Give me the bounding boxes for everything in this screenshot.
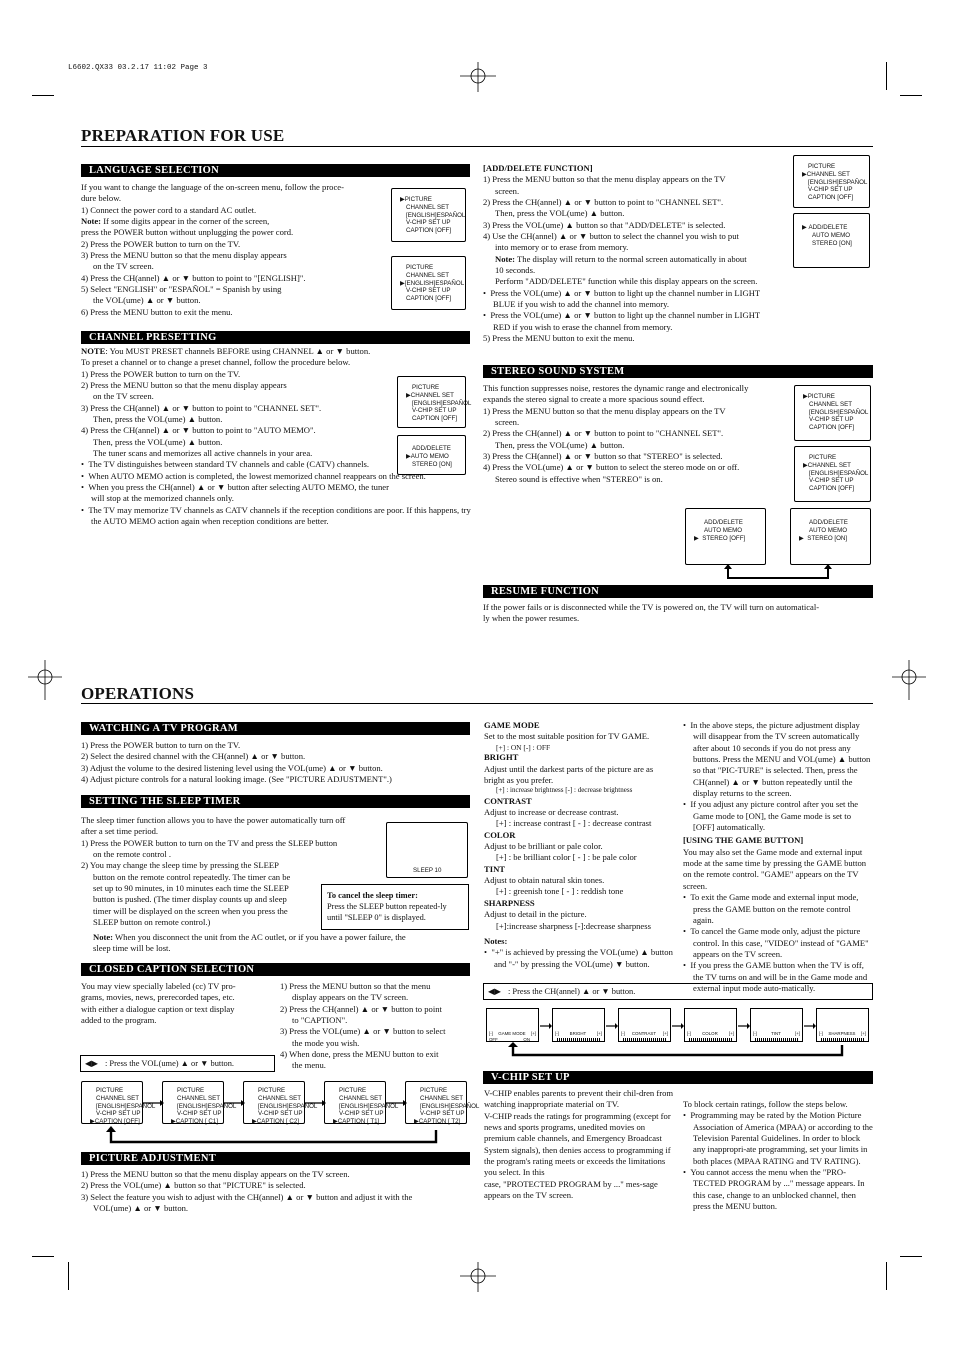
picture-items-text: GAME MODE Set to the most suitable position for TV GAME. [+] : ON [-] : OFF BRIGHT Adjust until the darkest parts of the picture are as bright as you prefer. [+] : increase brightness [-] : decrease brightness CONTRAST Adjust to increase or decrease contrast. [+] : increase contrast [ - ] : decrease contrast COLOR Adjust to be brilliant or pale color. [+] : be brilliant color [ - ] : be pale color TINT Adjust to obtain natural skin tones. [+] : greenish tone [ - ] : reddish tone SHARPNESS Adjust to detail in the picture. [+]:increase sharpness [-]:decrease sharpness Notes: • "+" is achieved by pressing the VOL(ume) ▲ button and "-" by pressing the VOL(ume) ▼ button. — [484, 720, 673, 969]
caption-screen-c2: PICTURE CHANNEL SET [ENGLISH]ESPAÑOL V-CHIP SET UP ▶CAPTION [ C2] — [243, 1081, 305, 1124]
section-vchip-setup: V-CHIP SET UP — [483, 1071, 873, 1084]
gauge-bright: [-] BRIGHT [+] — [552, 1008, 605, 1042]
caption-screen-c1: PICTURE CHANNEL SET [ENGLISH]ESPAÑOL V-CHIP SET UP ▶CAPTION [ C1] — [162, 1081, 224, 1124]
menu-screen-stereo-off: ADD/DELETE AUTO MEMO ▶ STEREO [OFF] — [685, 508, 766, 565]
toggle-arrow-icon — [724, 564, 834, 586]
watching-text: 1) Press the POWER button to turn on the TV. 2) Select the desired channel with the CH(annel) ▲ or ▼ button. 3) Adjust the volume to the desired listening level using the VOL(ume) ▲ or ▼ button. 4) Adjust picture controls for a natural looking image. (See "PICTURE ADJUSTMENT".) — [81, 740, 392, 785]
registration-mark-icon — [458, 1262, 498, 1292]
section-watching-tv: WATCHING A TV PROGRAM — [81, 722, 470, 735]
channel-text: NOTE: You MUST PRESET channels BEFORE using CHANNEL ▲ or ▼ button. To preset a channel or to change a preset channel, follow the procedure below. 1) Press the POWER button to turn on the TV. 2) Press the MENU button so that the menu display appears on the TV screen. 3) Press the CH(annel) ▲ or ▼ button to point to "CHANNEL SET". Then, press the VOL(ume) ▲ button. 4) Press the CH(annel) ▲ or ▼ button to point to "AUTO MEMO". Then, press the VOL(ume) ▲ button. The tuner scans and memorizes all active channels in your area. • The TV distinguishes between standard TV channels and cable (CATV) channels. • When AUTO MEMO action is completed, the lowest memorized channel reappears on the screen. • When you press the CH(annel) ▲ or ▼ button after selecting AUTO MEMO, the tuner will stop at the memorized channels only. • The TV may memorize TV channels as CATV channels if the reception conditions are poor. If this happens, try the AUTO MEMO action again when reception conditions are better. — [81, 346, 471, 527]
menu-screen-channel-1: PICTURE ▶CHANNEL SET [ENGLISH]ESPAÑOL V-CHIP SET UP CAPTION [OFF] — [397, 376, 466, 428]
menu-screen-language-2: PICTURE CHANNEL SET ▶[ENGLISH]ESPAÑOL V-CHIP SET UP CAPTION [OFF] — [391, 256, 466, 310]
menu-screen-channel-2: ADD/DELETE ▶AUTO MEMO STEREO [ON] — [397, 435, 466, 475]
caption-left-text: You may view specially labeled (cc) TV pro- grams, movies, news, prerecorded tapes, etc. with either a dialogue caption or text display added to the program. — [81, 981, 236, 1026]
menu-screen-stereo-1: ▶PICTURE CHANNEL SET [ENGLISH]ESPAÑOL V-CHIP SET UP CAPTION [OFF] — [794, 385, 871, 441]
caption-screen-t2: PICTURE CHANNEL SET [ENGLISH]ESPAÑOL V-CHIP SET UP ▶CAPTION [ T2] — [405, 1081, 467, 1124]
gauge-contrast: [-] CONTRAST [+] — [618, 1008, 671, 1042]
gauge-flow-arrows-icon — [486, 1014, 876, 1059]
page-title-operations: OPERATIONS — [81, 684, 195, 703]
resume-text: If the power fails or is disconnected while the TV is powered on, the TV will turn on automatical- ly when the power resumes. — [483, 602, 820, 624]
registration-mark-icon — [892, 660, 926, 700]
crop-mark — [68, 1262, 69, 1290]
crop-mark — [32, 1256, 54, 1257]
crop-mark — [32, 95, 54, 96]
caption-flow-arrows-icon — [80, 1098, 475, 1148]
menu-screen-adddel-1: PICTURE ▶CHANNEL SET [ENGLISH]ESPAÑOL V-CHIP SET UP CAPTION [OFF] — [793, 155, 870, 208]
section-resume-function: RESUME FUNCTION — [483, 585, 873, 598]
add-delete-text: [ADD/DELETE FUNCTION] 1) Press the MENU button so that the menu display appears on the TV screen. 2) Press the CH(annel) ▲ or ▼ button to point to "CHANNEL SET". Then, press the VOL(ume) ▲ button. 3) Press the VOL(ume) ▲ button so that "ADD/DELETE" is selected. 4) Use the CH(annel) ▲ or ▼ button to select the channel you wish to put into memory or to erase from memory. Note: The display will return to the normal screen automatically in about 10 seconds. Perform "ADD/DELETE" function while this display appears on the screen. • Press the VOL(ume) ▲ or ▼ button to light up the channel number in LIGHT BLUE if you wish to add the channel into memory. • Press the VOL(ume) ▲ or ▼ button to light up the channel number in LIGHT RED if you wish to erase the channel from memory. 5) Press the MENU button to exit the menu. — [483, 163, 760, 344]
sleep-text: The sleep timer function allows you to have the power automatically turn off after a set time period. 1) Press the POWER button to turn on the TV and press the SLEEP button on the remote control . 2) You may change the sleep time by pressing the SLEEP button on the remote control repeatedly. The timer can be set up to 90 minutes, in 10 minutes each time the SLEEP button is pushed. (The timer display counts up and sleep timer will be displayed on the screen when you press the SLEEP button on remote control.) — [81, 815, 346, 928]
picture-adj-text: 1) Press the MENU button so that the menu display appears on the TV screen. 2) Press the VOL(ume) ▲ button so that "PICTURE" is selected. 3) Select the feature you wish to adjust with the CH(annel) ▲ or ▼ button and adjust it with the VOL(ume) ▲ or ▼ button. — [81, 1169, 413, 1214]
title-rule — [81, 703, 873, 704]
caption-screen-t1: PICTURE CHANNEL SET [ENGLISH]ESPAÑOL V-CHIP SET UP ▶CAPTION [ T1] — [324, 1081, 386, 1124]
menu-screen-stereo-2: PICTURE ▶CHANNEL SET [ENGLISH]ESPAÑOL V-CHIP SET UP CAPTION [OFF] — [794, 446, 871, 502]
crop-mark — [886, 1262, 887, 1290]
menu-screen-adddel-2: ▶ ADD/DELETE AUTO MEMO STEREO [ON] — [793, 213, 870, 268]
title-rule — [81, 146, 873, 147]
left-right-arrow-icon: ◀▶ — [488, 987, 501, 996]
left-right-arrow-icon: ◀▶ — [85, 1059, 98, 1068]
menu-screen-language-1: ▶PICTURE CHANNEL SET [ENGLISH]ESPAÑOL V-CHIP SET UP CAPTION [OFF] — [391, 188, 466, 242]
gauge-game-mode: [-] GAME MODE [+] OFF ON — [486, 1008, 539, 1042]
language-text: If you want to change the language of the on-screen menu, follow the proce- dure below. 1) Connect the power cord to a standard AC outlet. Note: If some digits appear in the corner of the screen, press the POWER button without unplugging the power cord. 2) Press the POWER button to turn on the TV. 3) Press the MENU button so that the menu display appears on the TV screen. 4) Press the CH(annel) ▲ or ▼ button to point to "[ENGLISH]". 5) Select "ENGLISH" or "ESPAÑOL" = Spanish by using the VOL(ume) ▲ or ▼ button. 6) Press the MENU button to exit the menu. — [81, 182, 344, 317]
crop-mark — [886, 62, 887, 90]
caption-right-text: 1) Press the MENU button so that the menu display appears on the TV screen. 2) Press the CH(annel) ▲ or ▼ button to point to "CAPTION". 3) Press the VOL(ume) ▲ or ▼ button to select the mode you wish. 4) When done, press the MENU button to exit the menu. — [280, 981, 446, 1071]
section-stereo-sound-system: STEREO SOUND SYSTEM — [483, 365, 873, 378]
gauge-color: [-] COLOR [+] — [684, 1008, 737, 1042]
sleep-screen: SLEEP 10 — [386, 822, 468, 878]
registration-mark-icon — [458, 62, 498, 92]
cancel-sleep-note: To cancel the sleep timer: Press the SLEEP button repeated-ly until "SLEEP 0" is displayed. — [321, 884, 469, 930]
registration-mark-icon — [28, 660, 62, 700]
menu-screen-stereo-on: ADD/DELETE AUTO MEMO ▶ STEREO [ON] — [790, 508, 871, 565]
stereo-text: This function suppresses noise, restores the dynamic range and electronically expands the stereo signal to create a more spacious sound effect. 1) Press the MENU button so that the menu display appears on the TV screen. 2) Press the CH(annel) ▲ or ▼ button to point to "CHANNEL SET". Then, press the VOL(ume) ▲ button. 3) Press the CH(annel) ▲ or ▼ button so that "STEREO" is selected. 4) Press the VOL(ume) ▲ or ▼ button to select the stereo mode on or off. Stereo sound is effective when "STEREO" is on. — [483, 383, 749, 484]
section-closed-caption: CLOSED CAPTION SELECTION — [81, 963, 470, 976]
section-channel-presetting: CHANNEL PRESETTING — [81, 331, 470, 344]
gauge-sharpness: [-] SHARPNESS [+] — [816, 1008, 869, 1042]
gauge-tint: [-] TINT [+] — [750, 1008, 803, 1042]
vol-hint-box: ◀▶ : Press the VOL(ume) ▲ or ▼ button. — [80, 1055, 275, 1072]
caption-screen-off: PICTURE CHANNEL SET [ENGLISH]ESPAÑOL V-CHIP SET UP ▶CAPTION [OFF] — [81, 1081, 143, 1124]
section-picture-adjustment: PICTURE ADJUSTMENT — [81, 1152, 470, 1165]
file-header: L6602.QX33 03.2.17 11:02 Page 3 — [68, 64, 208, 72]
vchip-right-text: To block certain ratings, follow the steps below. • Programming may be rated by the Motion Picture Association of America (MPAA) or according to the Television Parental Guidelines. In order to block any inappropri-ate programming, set your limits in both places (MPAA RATING and TV RATING). • You cannot access the menu when the "PRO-TECTED PROGRAM by ..." message appears. In this case, change to an unblocked channel, then press the MENU button. — [683, 1099, 873, 1212]
crop-mark — [900, 1256, 922, 1257]
picture-right-text: • In the above steps, the picture adjustment display will disappear from the TV screen automatically after about 10 seconds if you do not press any buttons. Press the MENU and VOL(ume) ▲ button so that "PIC-TURE" is selected. Then, press the CH(annel) ▲ or ▼ button repeatedly until the display returns to the screen. • If you adjust any picture control after you set the Game mode to [ON], the Game mode is set to [OFF] automatically. [USING THE GAME BUTTON] You may also set the Game mode and external input mode at the same time by pressing the GAME button on the remote control. "GAME" appears on the TV screen. • To exit the Game mode and external input mode, press the GAME button on the remote control again. • To cancel the Game mode only, adjust the picture control. In this case, "VIDEO" instead of "GAME" appears on the TV screen. • If you press the GAME button when the TV is off, the TV turns on and will be in the Game mode and external input mode auto-matically. — [683, 720, 871, 993]
ch-hint-box: ◀▶ : Press the CH(annel) ▲ or ▼ button. — [483, 983, 873, 1000]
section-language-selection: LANGUAGE SELECTION — [81, 164, 470, 177]
section-sleep-timer: SETTING THE SLEEP TIMER — [81, 795, 470, 808]
sleep-note: Note: When you disconnect the unit from the AC outlet, or if you have a power failure, the sleep time will be lost. — [93, 932, 406, 954]
vchip-left-text: V-CHIP enables parents to prevent their chil-dren from watching inappropriate material on TV. V-CHIP reads the ratings for programming (except for news and sports programs, unedited movies on premium cable channels, and Emergency Broadcast System signals), then denies access to programming if the program's rating meets or exceeds the limitations you select. In this case, "PROTECTED PROGRAM by ..." mes-sage appears on the TV screen. — [484, 1088, 674, 1201]
page-title-preparation: PREPARATION FOR USE — [81, 126, 285, 145]
crop-mark — [900, 95, 922, 96]
